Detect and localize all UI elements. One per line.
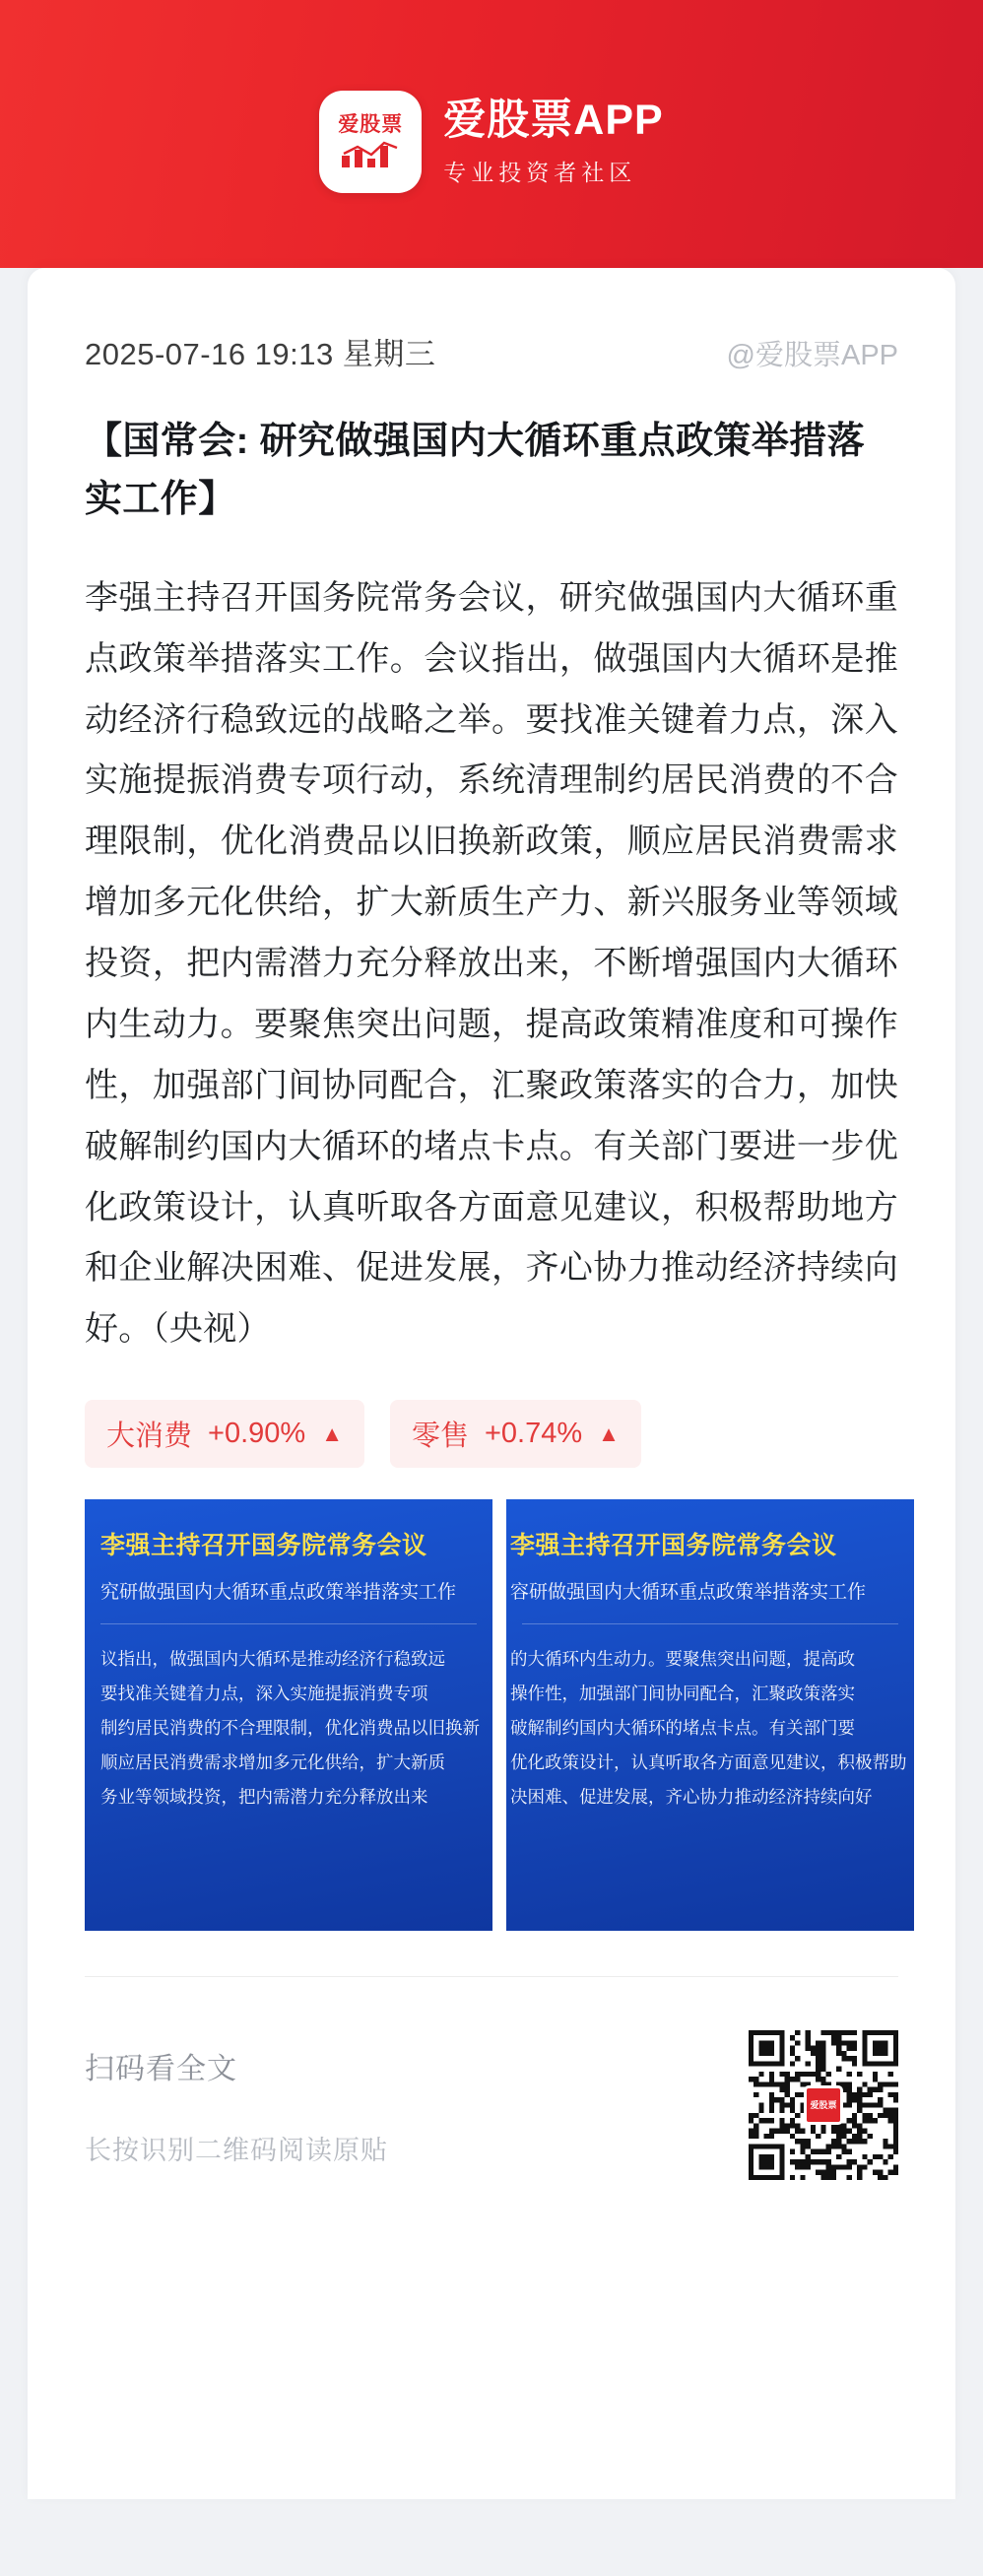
qr-logo-label: 爱股票 bbox=[810, 2099, 837, 2110]
thumbnail-image[interactable] bbox=[85, 1499, 492, 1931]
brand-subtitle: 专业投资者社区 bbox=[443, 160, 637, 186]
thumbnail-headline: 李强主持召开国务院常务会议 bbox=[100, 1532, 427, 1560]
stock-tag-name: 大消费 bbox=[106, 1420, 193, 1453]
scan-hint: 长按识别二维码阅读原贴 bbox=[85, 2135, 388, 2165]
qr-code[interactable] bbox=[749, 2030, 898, 2180]
thumbnail-line: 破解制约国内大循环的堵点卡点。有关部门要 bbox=[510, 1718, 855, 1739]
thumbnail-line: 制约居民消费的不合理限制，优化消费品以旧换新 bbox=[100, 1718, 480, 1739]
thumbnail-line: 要找准关键着力点，深入实施提振消费专项 bbox=[100, 1684, 428, 1704]
post-source: @爱股票APP bbox=[726, 340, 898, 371]
qr-center-logo bbox=[804, 2085, 843, 2125]
app-logo-label: 爱股票 bbox=[338, 113, 404, 136]
stock-tag-change: +0.90% bbox=[208, 1418, 306, 1450]
thumbnail-subline: 容研做强国内大循环重点政策举措落实工作 bbox=[510, 1582, 867, 1604]
thumbnail-line: 务业等领域投资，把内需潜力充分释放出来 bbox=[100, 1787, 428, 1808]
stock-tag[interactable] bbox=[390, 1400, 641, 1468]
app-header bbox=[0, 0, 983, 268]
arrow-up-icon: ▲ bbox=[321, 1420, 343, 1446]
stock-tag[interactable] bbox=[85, 1400, 364, 1468]
stock-tag-row bbox=[28, 1360, 955, 1468]
app-logo bbox=[319, 91, 422, 193]
thumbnail-line: 顺应居民消费需求增加多元化供给，扩大新质 bbox=[100, 1752, 445, 1773]
brand-title: 爱股票APP bbox=[443, 96, 664, 144]
stock-tag-name: 零售 bbox=[411, 1420, 469, 1453]
brand-block bbox=[443, 97, 663, 187]
thumbnail-image[interactable] bbox=[506, 1499, 914, 1931]
thumbnail-headline: 李强主持召开国务院常务会议 bbox=[510, 1532, 837, 1560]
post-title: 【国常会: 研究做强国内大循环重点政策举措落实工作】 bbox=[85, 421, 866, 520]
thumbnail-line: 决困难、促进发展，齐心协力推动经济持续向好 bbox=[510, 1787, 873, 1808]
post-body: 李强主持召开国务院常务会议，研究做强国内大循环重点政策举措落实工作。会议指出，做强国内大循环是推动经济行稳致远的战略之举。要找准关键着力点，深入实施提振消费专项行动，系统清理制约居民消费的不合理限制，优化消费品以旧换新政策，顺应居民消费需求增加多元化供给，扩大新质生产力、新兴服务业等领域投资，把内需潜力充分释放出来，不断增强国内大循环内生动力。要聚焦突出问题，提高政策精准度和可操作性，加强部门间协同配合，汇聚政策落实的合力，加快破解制约国内大循环的堵点卡点。有关部门要进一步优化政策设计，认真听取各方面意见建议，积极帮助地方和企业解决困难、促进发展，齐心协力推动经济持续向好。（央视） bbox=[85, 578, 898, 1349]
thumbnail-subline: 究研做强国内大循环重点政策举措落实工作 bbox=[100, 1582, 457, 1604]
thumbnail-line: 的大循环内生动力。要聚焦突出问题，提高政 bbox=[510, 1649, 855, 1670]
thumbnail-line: 议指出，做强国内大循环是推动经济行稳致远 bbox=[100, 1649, 445, 1670]
arrow-up-icon: ▲ bbox=[598, 1420, 620, 1446]
thumbnail-line: 操作性，加强部门间协同配合，汇聚政策落实 bbox=[510, 1684, 855, 1704]
card-footer bbox=[28, 1977, 955, 2180]
chart-logo-icon bbox=[340, 140, 401, 169]
post-datetime: 2025-07-16 19:13 星期三 bbox=[85, 337, 436, 371]
post-meta bbox=[28, 268, 955, 373]
stock-tag-change: +0.74% bbox=[484, 1418, 583, 1450]
header-brand-row bbox=[0, 91, 983, 193]
post-card bbox=[28, 268, 955, 2499]
thumbnail-row bbox=[28, 1468, 955, 1931]
footer-text-block bbox=[85, 2044, 388, 2167]
thumbnail-line: 优化政策设计，认真听取各方面意见建议，积极帮助 bbox=[510, 1752, 907, 1773]
scan-prompt: 扫码看全文 bbox=[85, 2052, 237, 2085]
